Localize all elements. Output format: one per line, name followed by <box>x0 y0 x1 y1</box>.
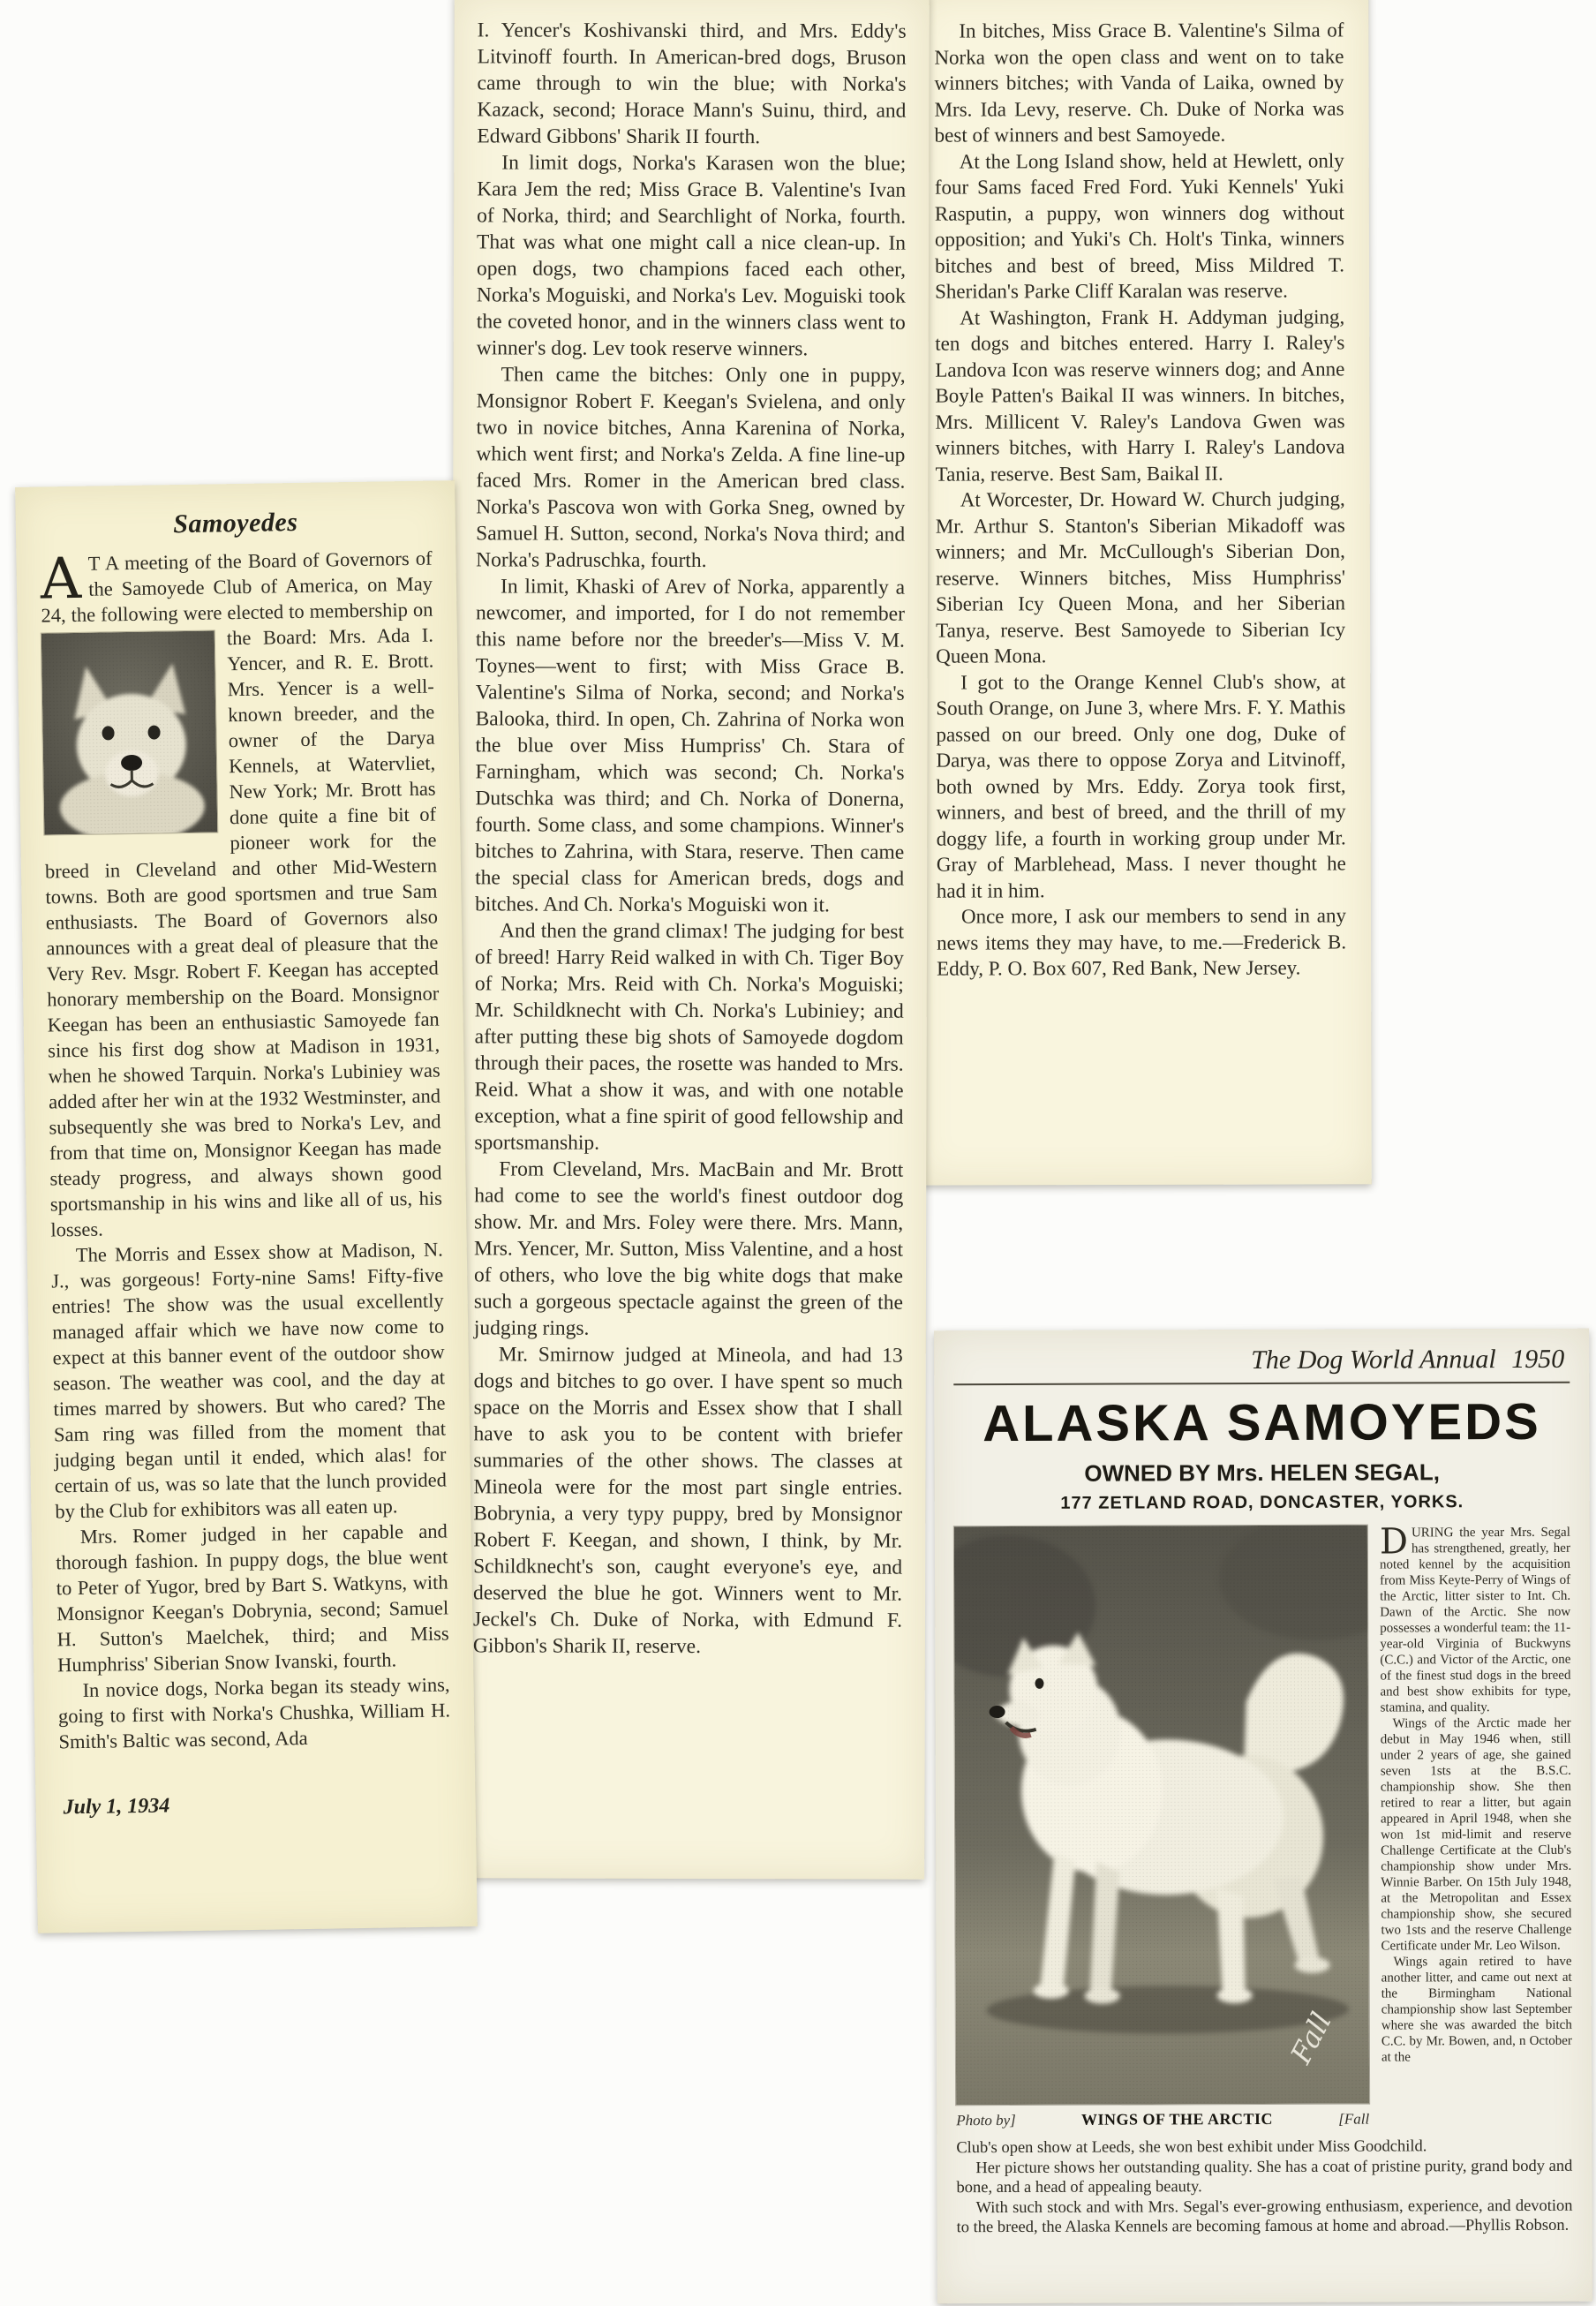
samoyed-head-photo <box>41 630 218 834</box>
photo-caption-row <box>956 2110 1369 2130</box>
paragraph: At the Long Island show, held at Hewlett, only four Sams faced Fred Ford. Yuki Kennels' Yuki Rasputin, a puppy, won winners dog without opposition; and Yuki's Ch. Holt's Tinka, winners bitches and best of breed, Miss Mildred T. Sheridan's Parke Cliff Karalan was reserve. <box>934 148 1345 303</box>
paragraph: I got to the Orange Kennel Club's show, at South Orange, on June 3, where Mrs. F. Y. Mathis passed on our breed. Only one dog, Duke of Darya, was there to oppose Zorya and Litvinoff, both owned by Mrs. Eddy. Zorya took first, winners, and best of breed, and the thrill of my doggy life, a fourth in working group under Mr. Gray of Marblehead, Mass. I never thought he had it in him. <box>936 669 1346 902</box>
paragraph-text: membership on the Board: Mrs. Ada I. Yencer, and R. E. Brott. Mrs. Yencer is a well-known breeder, and the owner of the Darya Kennels, at Watervliet, New York; Mr. Brott has done quite a fine bit of pioneer work for the breed in Cleveland and other Mid-Western towns. Both are good sportsmen and true Sam enthusiasts. The Board of Governors also announces with a great deal of pleasure that the Very Rev. Msgr. Robert F. Keegan has accepted honorary membership on the Board. Monsignor Keegan has been an enthusiastic Samoyede fan since his first dog show at Madison in 1931, when he showed Tarquin. Norka's Lubiniey was added after her win at the 1932 Westminster, and subsequently she was bred to Norka's Lev, and from that time on, Monsignor Keegan has made steady progress, and always shown good sportsmanship in his wins and like all of us, his losses. <box>44 598 443 1241</box>
paragraph: Wings again retired to have another litter, and came out next at the Birmingham National championship show last September where she was awarded the bitch C.C. by Mr. Bowen, and, n October at the <box>1381 1954 1572 2065</box>
photo-caption: WINGS OF THE ARCTIC <box>1080 2109 1274 2129</box>
paragraph: Then came the bitches: Only one in puppy, Monsignor Robert F. Keegan's Svielena, and only two in novice bitches, Anna Karenina of Norka, which went first; and Norka's Zelda. A fine line-up faced Mrs. Romer in the American bred class. Norka's Pascova won with Gorka Sneg, owned by Samuel H. Sutton, second, Norka's Nova third; and Norka's Padruschka, fourth. <box>476 363 906 573</box>
owner-line: OWNED BY Mrs. HELEN SEGAL, <box>1084 1458 1440 1487</box>
clipping-alaska-samoyeds <box>934 1329 1592 2304</box>
paragraph: Mrs. Romer judged in her capable and thorough fashion. In puppy dogs, the blue went to Peter of Yugor, bred by Bart S. Watkyns, with Monsignor Keegan's Dobrynia, second; Samuel H. Sutton's Maelchek, third; and Miss Humphriss' Siberian Snow Ivanski, fourth. <box>56 1519 449 1677</box>
paragraph: At Washington, Frank H. Addyman judging, ten dogs and bitches entered. Harry I. Raley's Landova Icon was reserve winners dog; and Anne Boyle Patten's Baikal II was winners. In bitches, Mrs. Millicent V. Raley's Landova Gwen was winners bitches, with Harry I. Raley's Landova Tania, reserve. Best Sam, Baikal II. <box>935 305 1345 486</box>
paragraph: Her picture shows her outstanding quality. She has a coat of pristine purity, grand body and bone, and a head of appealing beauty. <box>956 2157 1573 2197</box>
paragraph: In limit, Khaski of Arev of Norka, apparently a newcomer, and imported, for I do not remember this name before nor the breeder's—Miss V. M. Toynes—went to first; with Miss Grace B. Valentine's Silma of Norka, second; and Norka's Balooka, third. In open, Ch. Zahrina of Norka won the blue over Miss Humpriss' Ch. Stara of Farningham, which was second; Ch. Norka's Dutschka was third; and Ch. Norka of Donerna, fourth. Some class, and some champions. Winner's bitches to Zahrina, with Stara, reserve. Then came the special class for American breds, dogs and bitches. And Ch. Norka's Moguiski won it. <box>475 575 906 917</box>
paragraph: Club's open show at Leeds, she won best exhibit under Miss Goodchild. <box>956 2137 1427 2158</box>
paragraph <box>40 546 442 1243</box>
drop-cap: A <box>40 546 82 613</box>
samoyed-standing-photo <box>954 1526 1369 2106</box>
paragraph-text: URING the year Mrs. Segal has strengthened, greatly, her noted kennel by the acquisition from Miss Keyte-Perry of Wings of the Arctic, litter sister to Int. Ch. Dawn of the Arctic. She now possesses a wonderful team: the 11-year-old Virginia of Buckwyns (C.C.) and Victor of the Arctic, one of the finest stud dogs in the breed and best show exhibits for type, stamina, and quality. <box>1379 1525 1571 1715</box>
photo-column <box>954 1526 1369 2130</box>
article-date: July 1, 1934 <box>63 1794 170 1820</box>
masthead-year: 1950 <box>1511 1344 1565 1375</box>
article-title: Samoyedes <box>173 507 298 539</box>
article-body <box>40 546 450 1755</box>
paragraph: In bitches, Miss Grace B. Valentine's Silma of Norka won the open class and went on to take winners bitches; with Vanda of Laika, owned by Mrs. Ida Levy, reserve. Ch. Duke of Norka was best of winners and best Samoyede. <box>934 19 1344 147</box>
paragraph: In limit dogs, Norka's Karasen won the blue; Kara Jem the red; Miss Grace B. Valentine's Ivan of Norka, third; and Searchlight of Norka, fourth. That was what one might call a nice clean-up. In open dogs, two champions faced each other, Norka's Moguiski, and Norka's Lev. Moguiski took the coveted honor, and in the winners class went to winner's dog. Lev took reserve winners. <box>476 151 907 361</box>
paragraph: Mr. Smirnow judged at Mineola, and had 13 dogs and bitches to go over. I have spent so much space on the Morris and Essex show that I shall have to ask you to be content with briefer summaries of the other shows. The classes at Mineola were for the most part single entries. Bobrynia, a very typy puppy, bred by Monsignor Robert F. Keegan, and shown, I think, by Mr. Schildknecht's son, caught everyone's eye, and deserved the blue he got. Winners went to Mr. Jeckel's Ch. Duke of Norka, with Edmund F. Gibbon's Sharik II, reserve. <box>472 1343 903 1659</box>
paragraph: Wings of the Arctic made her debut in May 1946 when, still under 2 years of age, she gained seven 1sts at the B.S.C. championship show. She then retired to rear a litter, but again appeared in April 1948, when she won 1st mid-limit and reserve Challenge Certificate at the Club's championship show under Mrs. Winnie Barber. On 15th July 1948, at the Metropolitan and Essex championship show, she secured two 1sts and the reserve Challenge Certificate under Mr. Leo Wilson. <box>1380 1715 1572 1954</box>
photo-credit: Photo by] <box>956 2111 1016 2129</box>
paragraph: Once more, I ask our members to send in any news items they may have, to me.—Frederick B. Eddy, P. O. Box 607, Red Bank, New Jersey. <box>937 904 1347 980</box>
paragraph: The Morris and Essex show at Madison, N. J., was gorgeous! Forty-nine Sams! Fifty-five entries! The show was the usual excellently managed affair which we have now come to expect at this banner event of the outdoor show season. The weather was cool, and the day at times marred by showers. But who cared? The Sam ring was filled from the moment that judging began until it ended, which alas! for certain of us, was so late that the lunch provided by the Club for exhibitors was all eaten up. <box>51 1238 448 1523</box>
masthead <box>953 1343 1570 1385</box>
clipping-samoyedes <box>15 480 478 1933</box>
masthead-title: The Dog World Annual <box>1251 1345 1496 1375</box>
article-footer <box>956 2136 1572 2238</box>
drop-cap: D <box>1379 1521 1409 1563</box>
paragraph: At Worcester, Dr. Howard W. Church judging, Mr. Arthur S. Stanton's Siberian Mikadoff was winners; and Mr. McCullough's Siberian Don, reserve. Winners bitches, Miss Humphriss' Siberian Icy Queen Mona, and her Siberian Tanya, reserve. Best Samoyede to Siberian Icy Queen Mona. <box>935 487 1346 667</box>
paragraph: And then the grand climax! The judging for best of breed! Harry Reid walked in with Ch. Tiger Boy of Norka; Mrs. Reid with Ch. Norka's Moguiski; Mr. Schildknecht with Ch. Norka's Lubiniey; and after putting these big shots of Samoyede dogdom through their paces, the rosette was handed to Mrs. Reid. What a show it was, and with one notable exception, what a fine spirit of good fellowship and sportsmanship. <box>474 919 905 1155</box>
photographer-signature: Fall <box>1284 2007 1338 2069</box>
photo-credit-right: [Fall <box>1338 2110 1370 2128</box>
paragraph: I. Yencer's Koshivanski third, and Mrs. Eddy's Litvinoff fourth. In American-bred dogs, Bruson came through to win the blue; with Norka's Kazack, second; Horace Mann's Suinu, third, and Edward Gibbons' Sharik II fourth. <box>477 19 907 149</box>
text-column <box>1379 1521 1572 2129</box>
paragraph-text: T A meeting of the Board of Governors of the Samoyede Club of America, on May 24, the following were elected to <box>41 546 433 627</box>
article-body <box>954 1521 1572 2129</box>
headline: ALASKA SAMOYEDS <box>982 1392 1541 1453</box>
clipping-column-middle <box>449 0 930 1880</box>
paragraph <box>1379 1521 1571 1716</box>
paragraph: In novice dogs, Norka began its steady wins, going to first with Norka's Chushka, William H. Smith's Baltic was second, Ada <box>57 1673 451 1753</box>
address-line: 177 ZETLAND ROAD, DONCASTER, YORKS. <box>1060 1492 1464 1513</box>
paragraph: From Cleveland, Mrs. MacBain and Mr. Brott had come to see the world's finest outdoor dog show. Mr. and Mrs. Foley were there. Mrs. Mann, Mrs. Yencer, Mr. Sutton, Miss Valentine, and a host of others, who love the big white dogs that make such a gorgeous spectacle against the green of the judging rings. <box>473 1157 904 1340</box>
clipping-column-right <box>909 0 1372 1186</box>
paragraph: With such stock and with Mrs. Segal's ever-growing enthusiasm, experience, and devotion to the breed, the Alaska Kennels are becoming famous at home and abroad.—Phyllis Robson. <box>956 2197 1573 2237</box>
